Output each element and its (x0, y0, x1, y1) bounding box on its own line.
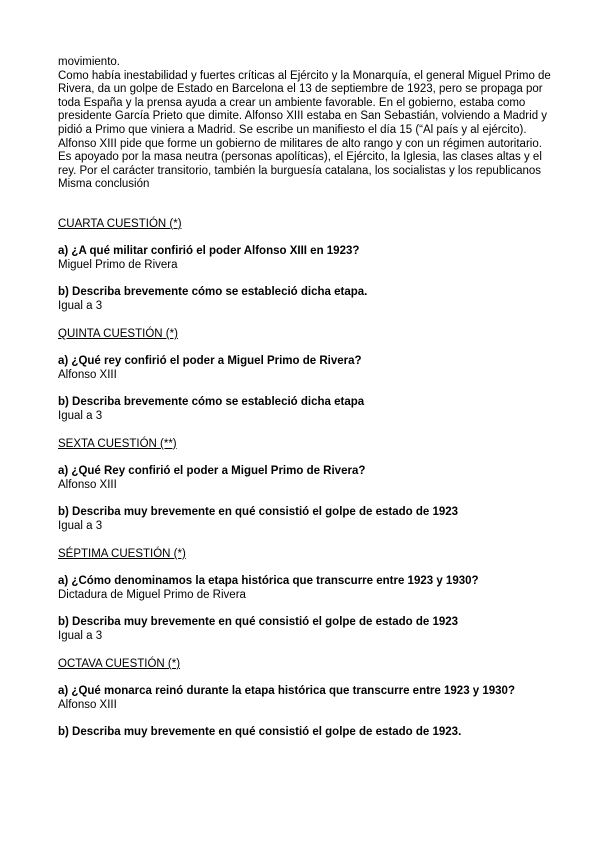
intro-paragraph: Como había inestabilidad y fuertes críticas al Ejército y la Monarquía, el general Miguel Primo de Rivera, da un golpe de Estado en Barcelona el 13 de septiembre de 1923, pero se propaga por toda España y la prensa ayuda a crear un ambiente favorable. En el gobierno, estaba como presidente García Prieto que dimite. Alfonso XIII estaba en San Sebastián, volviendo a Madrid y pidió a Primo que viniera a Madrid. Se escribe un manifiesto el día 15 (“Al país y al ejército). (58, 69, 551, 136)
answer-a: Miguel Primo de Rivera (58, 258, 178, 271)
section-septima (58, 547, 558, 643)
intro-text (58, 56, 558, 192)
answer-a: Alfonso XIII (58, 478, 117, 491)
question-a: a) ¿Cómo denominamos la etapa histórica que transcurre entre 1923 y 1930? (58, 574, 479, 587)
question-b: b) Describa muy brevemente en qué consistió el golpe de estado de 1923. (58, 725, 462, 738)
section-heading: CUARTA CUESTIÓN (*) (58, 217, 182, 230)
section-cuarta (58, 217, 558, 313)
document-page (58, 56, 558, 739)
question-a: a) ¿Qué Rey confirió el poder a Miguel Primo de Rivera? (58, 464, 366, 477)
answer-b: Igual a 3 (58, 519, 103, 532)
answer-b: Igual a 3 (58, 629, 103, 642)
section-quinta (58, 327, 558, 423)
intro-paragraph: Alfonso XIII pide que forme un gobierno de militares de alto rango y con un régimen autoritario. Es apoyado por la masa neutra (personas apolíticas), el Ejército, la Iglesia, las clases altas y el rey. Por el carácter transitorio, también la burguesía catalana, los socialistas y los republicanos (58, 137, 542, 177)
section-octava (58, 657, 558, 739)
question-b: b) Describa brevemente cómo se estableció dicha etapa (58, 395, 365, 408)
question-a: a) ¿Qué rey confirió el poder a Miguel Primo de Rivera? (58, 354, 362, 367)
section-heading: OCTAVA CUESTIÓN (*) (58, 657, 181, 670)
question-b: b) Describa muy brevemente en qué consistió el golpe de estado de 1923 (58, 615, 459, 628)
answer-a: Alfonso XIII (58, 698, 117, 711)
question-a: a) ¿Qué monarca reinó durante la etapa histórica que transcurre entre 1923 y 1930? (58, 684, 515, 697)
answer-a: Alfonso XIII (58, 368, 117, 381)
intro-paragraph: Misma conclusión (58, 178, 150, 191)
question-b: b) Describa muy brevemente en qué consistió el golpe de estado de 1923 (58, 505, 459, 518)
intro-paragraph: movimiento. (58, 56, 120, 68)
answer-b: Igual a 3 (58, 299, 103, 312)
section-heading: QUINTA CUESTIÓN (*) (58, 327, 178, 340)
question-a: a) ¿A qué militar confirió el poder Alfonso XIII en 1923? (58, 244, 360, 257)
answer-b: Igual a 3 (58, 409, 103, 422)
question-b: b) Describa brevemente cómo se estableció dicha etapa. (58, 285, 368, 298)
section-heading: SEXTA CUESTIÓN (**) (58, 437, 177, 450)
section-heading: SÉPTIMA CUESTIÓN (*) (58, 547, 186, 560)
answer-a: Dictadura de Miguel Primo de Rivera (58, 588, 246, 601)
section-sexta (58, 437, 558, 533)
